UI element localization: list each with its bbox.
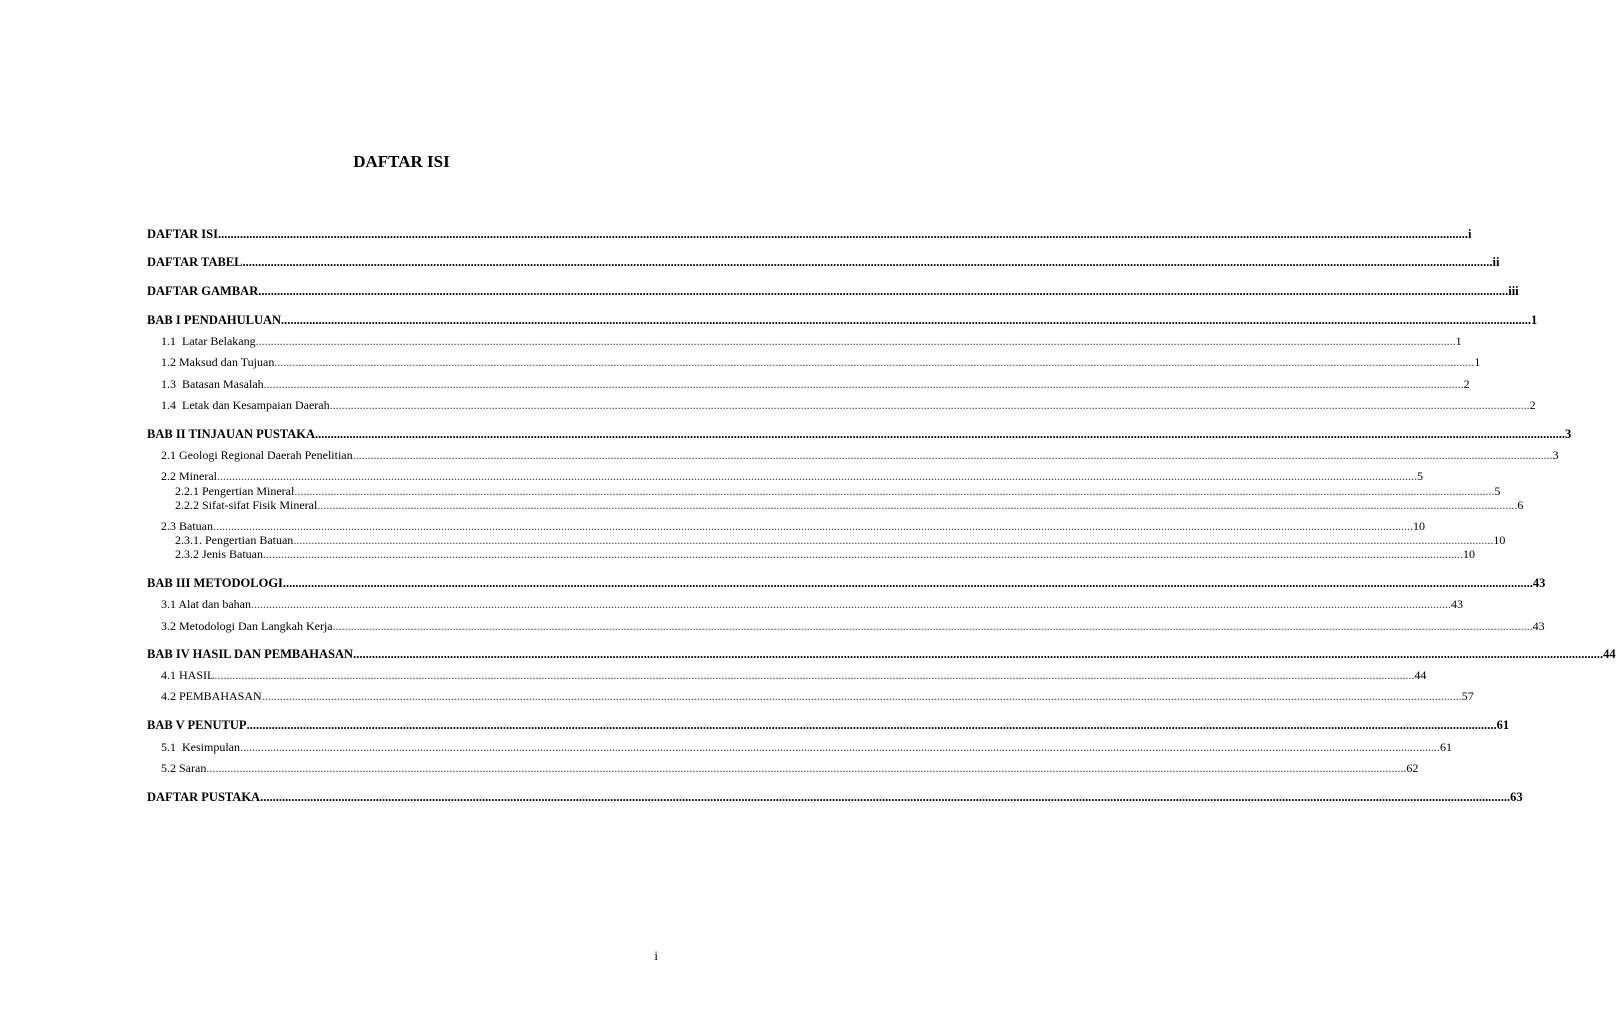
toc-leader: ................................................................................................................................................................................................................................................................................................................................................................................................................ <box>282 576 1533 590</box>
toc-leader: ................................................................................................................................................................................................................................................................................................................................................................................................................ <box>217 469 1417 483</box>
toc-entry-page: 10 <box>1413 519 1425 533</box>
toc-entry-page: iii <box>1508 284 1519 298</box>
toc-entry-label: BAB I PENDAHULUAN <box>147 313 282 327</box>
toc-entry <box>175 533 1506 547</box>
toc-leader: ................................................................................................................................................................................................................................................................................................................................................................................................................ <box>294 484 1495 498</box>
toc-entry <box>147 575 1546 591</box>
toc-entry <box>161 447 1559 463</box>
toc-entry-page: 10 <box>1463 547 1475 561</box>
toc-entry-label: 1.1 Latar Belakang <box>161 334 256 348</box>
toc-entry <box>161 397 1536 413</box>
toc-leader: ................................................................................................................................................................................................................................................................................................................................................................................................................ <box>246 718 1497 732</box>
toc-entry-label: 2.2.2 Sifat-sifat Fisik Mineral <box>175 498 318 512</box>
toc-entry <box>161 333 1462 349</box>
toc-entry <box>147 426 1572 442</box>
toc-entry-label: 2.3 Batuan <box>161 519 213 533</box>
toc-entry <box>161 354 1481 370</box>
toc-entry-label: 5.1 Kesimpulan <box>161 740 240 754</box>
toc-entry-page: 3 <box>1564 427 1572 441</box>
toc-entry-label: DAFTAR ISI <box>147 227 218 241</box>
toc-entry-page: 6 <box>1517 498 1524 512</box>
toc-leader: ................................................................................................................................................................................................................................................................................................................................................................................................................ <box>206 761 1407 775</box>
toc-entry <box>175 547 1475 561</box>
toc-entry-label: DAFTAR TABEL <box>147 255 243 269</box>
toc-entry-page: 43 <box>1532 576 1546 590</box>
toc-entry-page: 43 <box>1532 619 1545 633</box>
toc-leader: ................................................................................................................................................................................................................................................................................................................................................................................................................ <box>329 398 1530 412</box>
page-title: DAFTAR ISI <box>353 152 450 171</box>
toc-entry <box>147 646 1616 662</box>
toc-entry-page: 10 <box>1493 533 1506 547</box>
toc-entry-label: 4.2 PEMBAHASAN <box>161 689 262 703</box>
toc-leader: ................................................................................................................................................................................................................................................................................................................................................................................................................ <box>352 448 1553 462</box>
toc-entry <box>147 717 1510 733</box>
toc-entry <box>175 484 1501 498</box>
toc-leader: ................................................................................................................................................................................................................................................................................................................................................................................................................ <box>213 519 1413 533</box>
toc-entry <box>161 760 1419 776</box>
toc-entry-page: 57 <box>1461 689 1474 703</box>
toc-entry-page: 2 <box>1529 398 1536 412</box>
toc-entry-page: 1 <box>1455 334 1462 348</box>
toc-leader: ................................................................................................................................................................................................................................................................................................................................................................................................................ <box>260 790 1511 804</box>
toc-entry-label: BAB IV HASIL DAN PEMBAHASAN <box>147 647 354 661</box>
toc-entry <box>161 688 1474 704</box>
toc-leader: ................................................................................................................................................................................................................................................................................................................................................................................................................ <box>314 427 1565 441</box>
toc-leader: ................................................................................................................................................................................................................................................................................................................................................................................................................ <box>353 647 1604 661</box>
toc-entry-page: 61 <box>1496 718 1510 732</box>
toc-entry <box>147 789 1523 805</box>
toc-entry-page: 61 <box>1440 740 1452 754</box>
toc-entry-label: 1.4 Letak dan Kesampaian Daerah <box>161 398 330 412</box>
toc-leader: ................................................................................................................................................................................................................................................................................................................................................................................................................ <box>263 547 1463 561</box>
toc-entry-label: 2.1 Geologi Regional Daerah Penelitian <box>161 448 353 462</box>
toc-leader: ................................................................................................................................................................................................................................................................................................................................................................................................................ <box>261 689 1462 703</box>
toc-entry-label: 3.2 Metodologi Dan Langkah Kerja <box>161 619 333 633</box>
toc-entry-label: BAB V PENUTUP <box>147 718 247 732</box>
toc-entry <box>161 739 1452 755</box>
toc-entry-page: 5 <box>1417 469 1423 483</box>
toc-entry-label: BAB II TINJAUAN PUSTAKA <box>147 427 315 441</box>
toc-entry <box>161 518 1425 534</box>
toc-entry-page: 1 <box>1474 355 1481 369</box>
toc-leader: ................................................................................................................................................................................................................................................................................................................................................................................................................ <box>281 313 1532 327</box>
toc-entry-label: 1.3 Batasan Masalah <box>161 377 264 391</box>
toc-entry-label: 1.2 Maksud dan Tujuan <box>161 355 275 369</box>
toc-entry-page: 44 <box>1603 647 1616 661</box>
toc-entry-page: 62 <box>1406 761 1419 775</box>
toc-entry-page: 44 <box>1414 668 1427 682</box>
toc-leader: ................................................................................................................................................................................................................................................................................................................................................................................................................ <box>214 668 1415 682</box>
toc-entry <box>161 667 1427 683</box>
toc-entry <box>147 226 1472 242</box>
toc-leader: ................................................................................................................................................................................................................................................................................................................................................................................................................ <box>240 740 1440 754</box>
toc-entry <box>175 498 1524 512</box>
toc-entry-label: 2.3.2 Jenis Batuan <box>175 547 263 561</box>
toc-entry <box>161 596 1463 612</box>
toc-leader: ................................................................................................................................................................................................................................................................................................................................................................................................................ <box>263 377 1464 391</box>
toc-entry-page: 1 <box>1531 313 1538 327</box>
toc-leader: ................................................................................................................................................................................................................................................................................................................................................................................................................ <box>293 533 1494 547</box>
toc-entry-label: 3.1 Alat dan bahan <box>161 597 251 611</box>
toc-entry-label: 2.2 Mineral <box>161 469 217 483</box>
toc-entry-page: ii <box>1492 255 1500 269</box>
toc-entry-page: 2 <box>1463 377 1470 391</box>
toc-entry <box>147 254 1500 270</box>
toc-leader: ................................................................................................................................................................................................................................................................................................................................................................................................................ <box>217 227 1468 241</box>
toc-entry-label: 5.2 Saran <box>161 761 207 775</box>
toc-leader: ................................................................................................................................................................................................................................................................................................................................................................................................................ <box>242 255 1493 269</box>
toc-leader: ................................................................................................................................................................................................................................................................................................................................................................................................................ <box>250 597 1451 611</box>
toc-entry-page: 63 <box>1510 790 1523 804</box>
toc-entry-page: 43 <box>1450 597 1463 611</box>
toc-entry <box>147 283 1519 299</box>
toc-entry-label: DAFTAR GAMBAR <box>147 284 259 298</box>
toc-leader: ................................................................................................................................................................................................................................................................................................................................................................................................................ <box>332 619 1533 633</box>
toc-entry <box>161 618 1545 634</box>
toc-entry-label: 2.2.1 Pengertian Mineral <box>175 484 295 498</box>
toc-entry-label: 2.3.1. Pengertian Batuan <box>175 533 294 547</box>
page-number: i <box>654 948 658 963</box>
toc-leader: ................................................................................................................................................................................................................................................................................................................................................................................................................ <box>258 284 1509 298</box>
toc-entry <box>161 468 1423 484</box>
toc-leader: ................................................................................................................................................................................................................................................................................................................................................................................................................ <box>317 498 1518 512</box>
toc-leader: ................................................................................................................................................................................................................................................................................................................................................................................................................ <box>274 355 1475 369</box>
toc-entry-page: 5 <box>1494 484 1501 498</box>
toc-entry-label: DAFTAR PUSTAKA <box>147 790 261 804</box>
toc-entry <box>161 376 1470 392</box>
toc-entry-page: i <box>1467 227 1472 241</box>
toc-leader: ................................................................................................................................................................................................................................................................................................................................................................................................................ <box>255 334 1456 348</box>
toc-entry-label: 4.1 HASIL <box>161 668 215 682</box>
toc-entry-label: BAB III METODOLOGI <box>147 576 283 590</box>
toc-entry-page: 3 <box>1552 448 1559 462</box>
toc-entry <box>147 312 1538 328</box>
